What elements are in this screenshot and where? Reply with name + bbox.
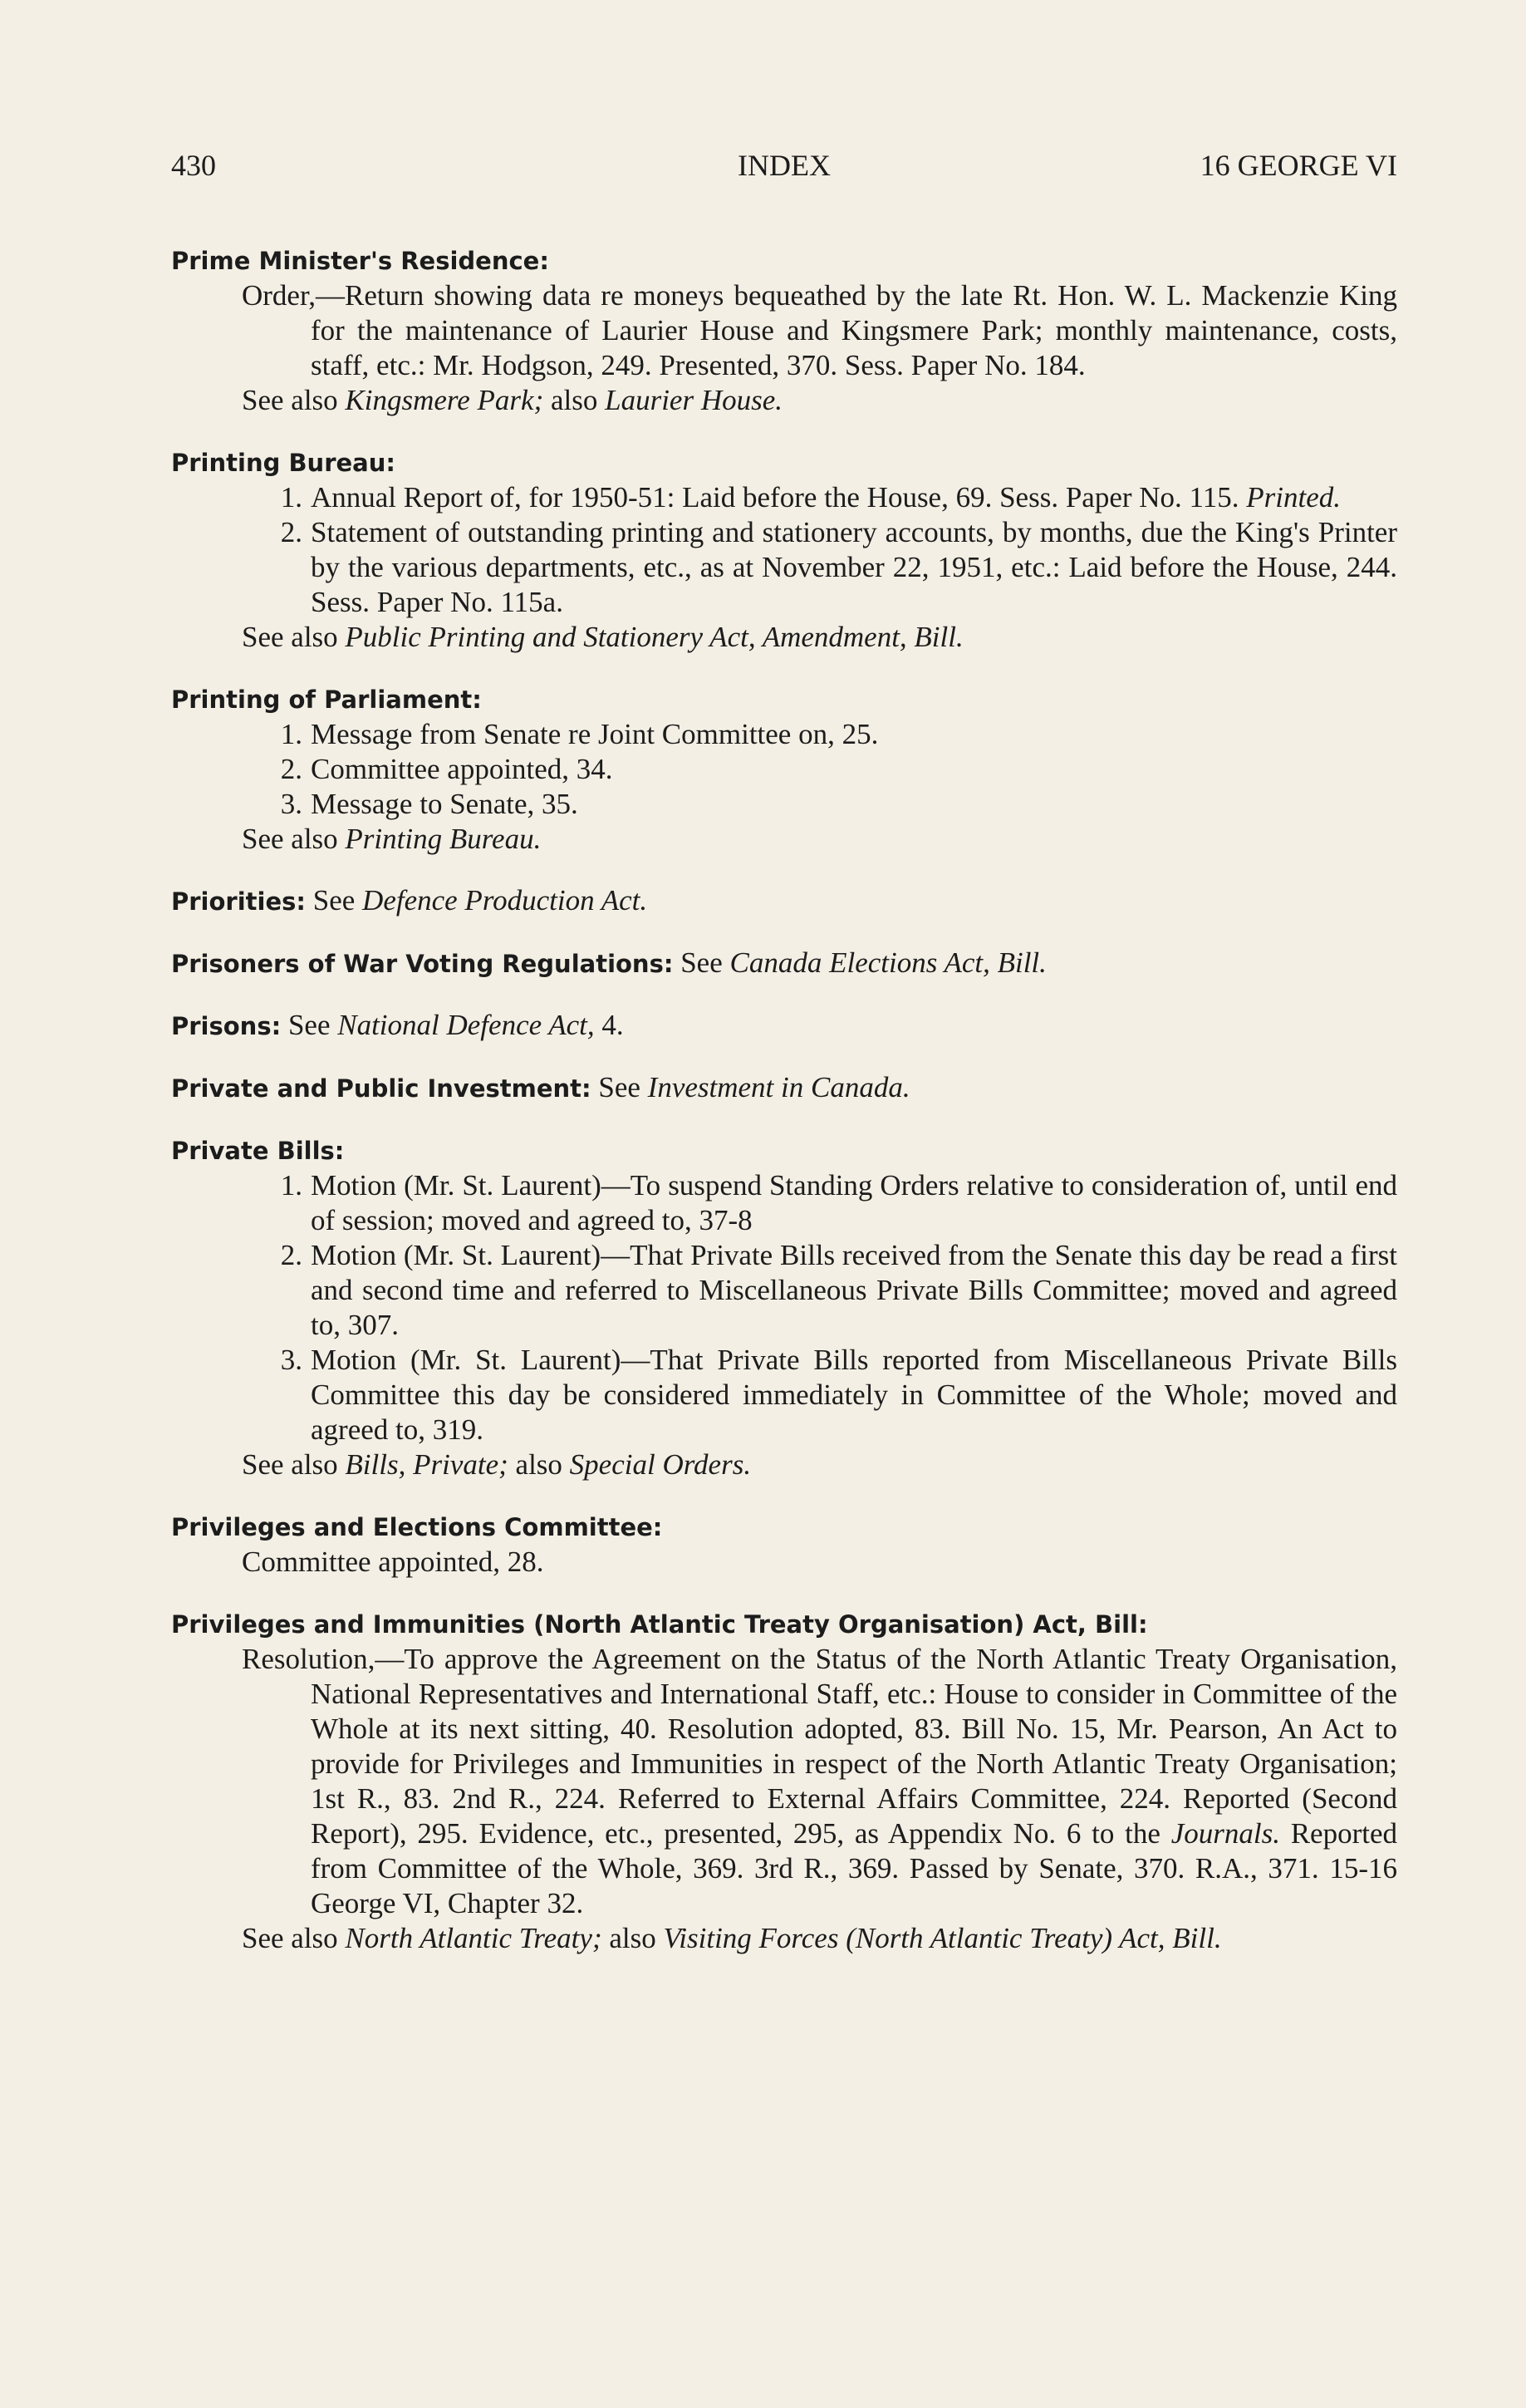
index-entry: [171, 445, 1397, 655]
entry-heading: Printing Bureau:: [171, 449, 395, 477]
ref-page: 4.: [594, 1009, 624, 1041]
entry-heading: Priorities:: [171, 887, 306, 916]
see-joiner: also: [543, 384, 606, 416]
entry-text: Order,—Return showing data re moneys bequeathed by the late Rt. Hon. W. L. Mackenzie King for the maintenance of Laurier House and Kingsmere Park; monthly maintenance, costs, staff, etc.: Mr. Hodgson, 249. Presented, 370. Sess. Paper No. 184.: [242, 279, 1397, 381]
item-italic: Printed.: [1246, 481, 1341, 514]
cross-ref: Investment in Canada.: [647, 1071, 910, 1103]
page-number: 430: [171, 149, 216, 182]
journal-ref: Journals.: [1170, 1817, 1280, 1850]
index-entry: [171, 243, 1397, 418]
index-entry: [171, 883, 1397, 919]
entry-heading: Privileges and Immunities (North Atlantic Treaty Organisation) Act, Bill:: [171, 1610, 1148, 1639]
cross-ref: North Atlantic Treaty;: [345, 1922, 602, 1954]
see-label: See also: [242, 621, 346, 653]
see-label: See also: [242, 1922, 346, 1954]
list-item: [171, 480, 1397, 515]
cross-ref: Defence Production Act.: [362, 884, 648, 917]
cross-ref: Public Printing and Stationery Act, Amendment, Bill.: [345, 621, 964, 653]
entry-heading: Prime Minister's Residence:: [171, 247, 549, 275]
see-label: See also: [242, 1448, 346, 1481]
item-number: 1.: [280, 481, 302, 514]
index-entry: [171, 1509, 1397, 1580]
list-item: [171, 515, 1397, 620]
list-item: [171, 1168, 1397, 1238]
cross-ref: National Defence Act,: [337, 1009, 595, 1041]
header-title: INDEX: [738, 149, 831, 182]
item-number: 1.: [280, 718, 302, 750]
index-entry: [171, 1008, 1397, 1044]
item-text: Annual Report of, for 1950-51: Laid before the House, 69. Sess. Paper No. 115.: [311, 481, 1239, 514]
list-item: [171, 1238, 1397, 1343]
see-label: See: [306, 884, 363, 917]
see-joiner: also: [601, 1922, 664, 1954]
index-entry: [171, 681, 1397, 857]
cross-ref: Special Orders.: [569, 1448, 752, 1481]
see-also: [171, 383, 1397, 418]
see-joiner: also: [508, 1448, 570, 1481]
item-number: 1.: [280, 1169, 302, 1202]
see-also: [171, 822, 1397, 857]
cross-ref: Kingsmere Park;: [345, 384, 544, 416]
running-header: [171, 148, 1397, 188]
see-label: See: [281, 1009, 338, 1041]
item-number: 2.: [280, 1239, 302, 1271]
item-text: Motion (Mr. St. Laurent)—That Private Bills reported from Miscellaneous Private Bills Committee this day be considered immediately in Committee of the Whole; moved and agreed to, 319.: [311, 1344, 1397, 1446]
entry-heading: Prisons:: [171, 1012, 282, 1040]
see-label: See also: [242, 823, 346, 855]
list-item: [171, 717, 1397, 752]
see-label: See: [673, 946, 730, 979]
item-text: Motion (Mr. St. Laurent)—That Private Bills received from the Senate this day be read a first and second time and referred to Miscellaneous Private Bills Committee; moved and agreed to, 307.: [311, 1239, 1397, 1341]
entry-text: Committee appointed, 28.: [242, 1546, 544, 1578]
item-text: Message to Senate, 35.: [311, 788, 578, 820]
item-number: 2.: [280, 753, 302, 785]
cross-ref: Canada Elections Act, Bill.: [729, 946, 1047, 979]
index-body: [171, 243, 1397, 1983]
cross-ref: Printing Bureau.: [345, 823, 542, 855]
index-entry: [171, 1070, 1397, 1106]
entry-heading: Prisoners of War Voting Regulations:: [171, 950, 674, 978]
see-also: [171, 620, 1397, 655]
list-item: [171, 787, 1397, 822]
entry-heading: Printing of Parliament:: [171, 686, 482, 714]
entry-heading: Privileges and Elections Committee:: [171, 1513, 663, 1541]
see-label: See: [591, 1071, 648, 1103]
item-number: 3.: [280, 1344, 302, 1376]
header-session: 16 GEORGE VI: [1200, 149, 1397, 182]
index-entry: [171, 1606, 1397, 1956]
cross-ref: Visiting Forces (North Atlantic Treaty) Act, Bill.: [663, 1922, 1222, 1954]
item-text: Statement of outstanding printing and stationery accounts, by months, due the King's Printer by the various departments, etc., as at November 22, 1951, etc.: Laid before the House, 244. Sess. Paper No. 115a.: [311, 516, 1397, 618]
entry-text: [171, 1642, 1397, 1921]
see-also: [171, 1921, 1397, 1956]
see-also: [171, 1447, 1397, 1482]
see-label: See also: [242, 384, 346, 416]
list-item: [171, 752, 1397, 787]
item-text: Motion (Mr. St. Laurent)—To suspend Standing Orders relative to consideration of, until end of session; moved and agreed to, 37-8: [311, 1169, 1397, 1236]
entry-heading: Private Bills:: [171, 1137, 345, 1165]
cross-ref: Bills, Private;: [345, 1448, 508, 1481]
resolution-text: Resolution,—To approve the Agreement on the Status of the North Atlantic Treaty Organisation, National Representatives and International Staff, etc.: House to consider in Committee of the Whole at its next sitting, 40. Resolution adopted, 83. Bill No. 15, Mr. Pearson, An Act to provide for Privileges and Immunities in respect of the North Atlantic Treaty Organisation; 1st R., 83. 2nd R., 224. Referred to External Affairs Committee, 224. Reported (Second Report), 295. Evidence, etc., presented, 295, as Appendix No. 6 to the: [242, 1643, 1397, 1850]
item-text: Message from Senate re Joint Committee on, 25.: [311, 718, 879, 750]
index-entry: [171, 1133, 1397, 1482]
index-entry: [171, 946, 1397, 981]
item-text: Committee appointed, 34.: [311, 753, 613, 785]
item-number: 3.: [280, 788, 302, 820]
list-item: [171, 1343, 1397, 1447]
item-number: 2.: [280, 516, 302, 548]
resolution-text-cont: Reported from Committee of the Whole, 369. 3rd R., 369. Passed by Senate, 370. R.A., 371. 15-16 George VI, Chapter 32.: [311, 1817, 1397, 1919]
entry-heading: Private and Public Investment:: [171, 1074, 591, 1103]
cross-ref: Laurier House.: [605, 384, 783, 416]
